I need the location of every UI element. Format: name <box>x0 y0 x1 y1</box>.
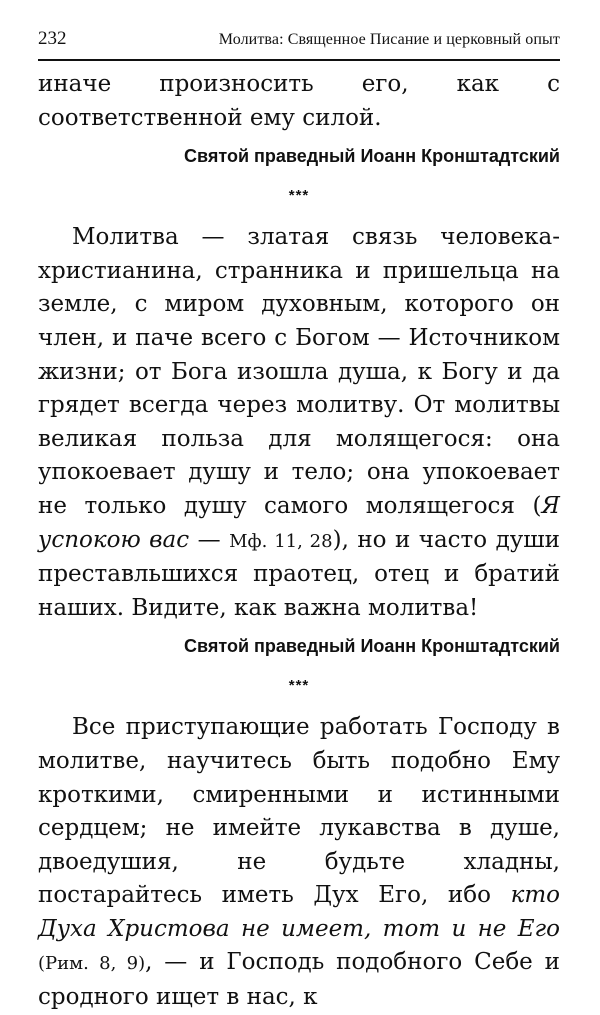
section-separator: *** <box>288 187 310 205</box>
paragraph-text: , — и Господь подобного Себе и сродного ищет в нас, к <box>38 949 560 1011</box>
page-body <box>38 68 560 1015</box>
scripture-quote: кто Духа Христова не имеет, тот и не Его <box>38 882 560 942</box>
scripture-quote: Я успокою вас <box>38 492 560 553</box>
author-attribution: Святой праведный Иоанн Кронштадтский <box>184 146 560 167</box>
paragraph-continued: иначе произносить его, как с соответственной ему силой. <box>38 71 560 131</box>
page-number: 232 <box>38 28 67 49</box>
paragraph-text: Молитва — златая связь человека-христианина, странника и пришельца на земле, с миром духовным, которого он член, и паче всего с Богом — Источником жизни; от Бога изошла душа, к Богу и да грядет всегда через молитву. От молитвы великая польза для молящегося: она упокоевает душу и тело; она упокоевает не только душу самого молящегося ( <box>38 224 560 519</box>
scripture-reference: Мф. 11, 28 <box>229 530 333 552</box>
running-head: Молитва: Священное Писание и церковный опыт <box>218 31 560 48</box>
author-attribution: Святой праведный Иоанн Кронштадтский <box>184 636 560 657</box>
paragraph-text: Все приступающие работать Господу в молитве, научитесь быть подобно Ему кроткими, смиренными и истинными сердцем; не имейте лукавства в душе, двоедушия, не будьте хладны, постарайтесь иметь Дух Его, ибо <box>38 714 560 909</box>
scripture-reference: (Рим. 8, 9) <box>38 953 146 975</box>
header-rule <box>38 59 560 61</box>
section-separator: *** <box>288 677 310 695</box>
page-header <box>38 22 560 58</box>
paragraph-text: ), но и часто души преставльшихся праотец, отец и братий наших. Видите, как важна молитва! <box>38 526 560 621</box>
dash-text: — <box>189 526 230 553</box>
paragraph-prayer-link <box>38 221 560 625</box>
paragraph-meekness <box>38 711 560 1014</box>
